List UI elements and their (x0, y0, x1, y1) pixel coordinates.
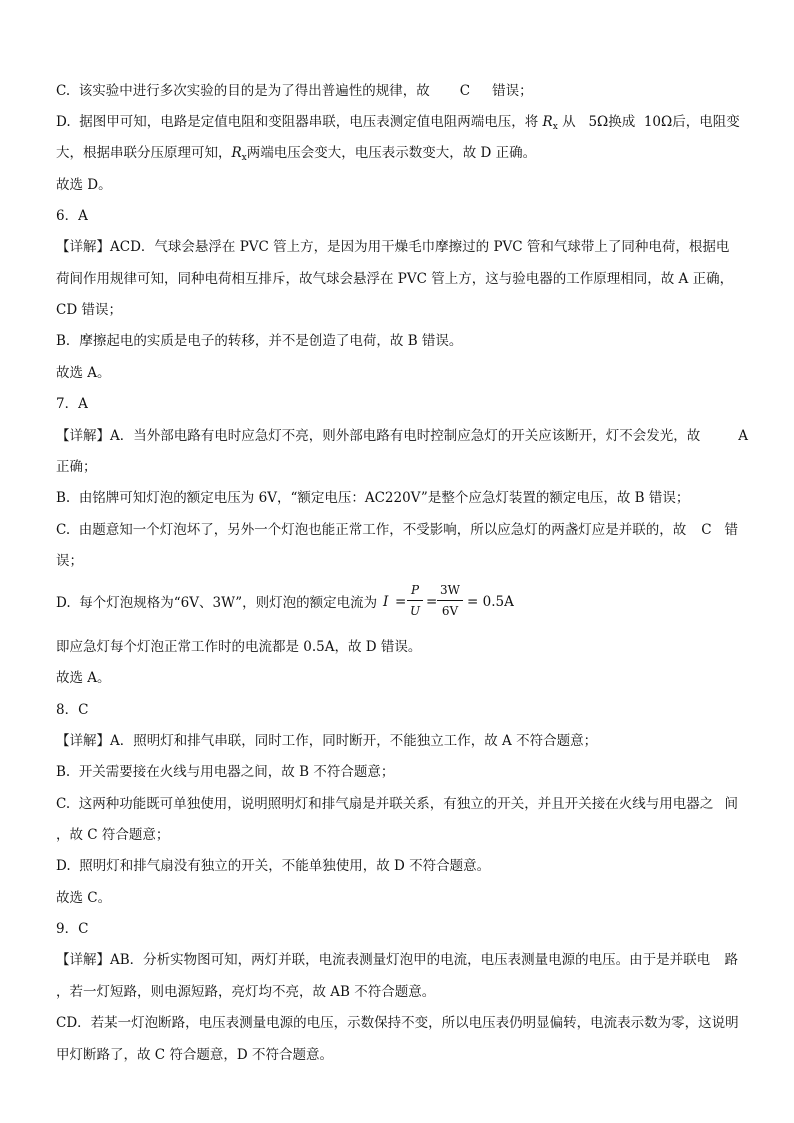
q6-answer: 故选 A。 (56, 365, 111, 381)
q7-option-b: B. 由铭牌可知灯泡的额定电压为 6V，“额定电压：AC220V”是整个应急灯装置的额定电压，故 B 错误； (56, 490, 690, 506)
q7-option-c-line-1: C. 由题意知一个灯泡坏了，另外一个灯泡也能正常工作，不受影响，所以应急灯的两盏灯应是并联的，故 C 错 (56, 522, 738, 538)
q8-answer: 故选 C。 (56, 890, 112, 906)
q6-explain-line-1: 【详解】ACD．气球会悬浮在 PVC 管上方，是因为用干燥毛巾摩擦过的 PVC 管和气球带上了同种电荷，根据电 (56, 239, 730, 255)
q6-option-b: B．摩擦起电的实质是电子的转移，并不是创造了电荷，故 B 错误。 (56, 333, 463, 349)
formula-result: = 0.5A (467, 594, 514, 610)
q8-option-c-line-1: C. 这两种功能既可单独使用，说明照明灯和排气扇是并联关系，有独立的开关，并且开关接在火线与用电器之 间 (56, 796, 738, 812)
q9-explain-line-1: 【详解】AB．分析实物图可知，两灯并联，电流表测量灯泡甲的电流，电压表测量电源的电压。由于是并联电 路 (56, 952, 738, 968)
q9-option-cd-line-2: 甲灯断路了，故 C 符合题意，D 不符合题意。 (56, 1047, 334, 1063)
q8-option-b: B. 开关需要接在火线与用电器之间，故 B 不符合题意； (56, 764, 395, 780)
q5-option-c-line: C. 该实验中进行多次实验的目的是为了得出普遍性的规律，故 C 错误； (56, 83, 533, 99)
q5-option-d-line-1: D. 据图甲可知，电路是定值电阻和变阻器串联，电压表测定值电阻两端电压，将 $R_x$ 从 5Ω换成 10Ω后，电阻变 (56, 114, 740, 132)
q7-explain-line-2: 正确； (56, 459, 97, 475)
q6-explain-line-3: CD 错误； (56, 302, 122, 318)
q7-explain-line-1: 【详解】A．当外部电路有电时应急灯不亮，则外部电路有电时控制应急灯的开关应该断开，灯不会发光，故 A (56, 428, 748, 444)
q7-answer: 故选 A。 (56, 670, 111, 686)
q8-heading: 8．C (56, 702, 89, 718)
q5-option-d-line-2: 大，根据串联分压原理可知，$R_x$两端电压会变大，电压表示数变大，故 D 正确。 (56, 145, 537, 163)
q8-option-d: D. 照明灯和排气扇没有独立的开关，不能单独使用，故 D 不符合题意。 (56, 858, 491, 874)
q7-option-c-line-2: 误； (56, 553, 83, 569)
q5-answer: 故选 D。 (56, 177, 112, 193)
q7-heading: 7．A (56, 396, 88, 412)
formula-fraction-power-voltage: P U (407, 582, 423, 619)
formula-fraction-values: 3W 6V (437, 582, 463, 619)
current-formula: I = P U = 3W 6V = 0.5A (383, 583, 514, 618)
q9-explain-line-2: ，若一灯短路，则电源短路，亮灯均不亮，故 AB 不符合题意。 (56, 984, 436, 1000)
formula-current-symbol: I (383, 594, 389, 610)
q9-option-cd-line-1: CD．若某一灯泡断路，电压表测量电源的电压，示数保持不变，所以电压表仍明显偏转，电流表示数为零，这 说明 (56, 1015, 739, 1031)
q7-option-d-line: D. 每个灯泡规格为“6V、3W”，则灯泡的额定电流为 (56, 595, 378, 611)
q6-explain-line-2: 荷间作用规律可知，同种电荷相互排斥，故气球会悬浮在 PVC 管上方，这与验电器的工作原理相同，故 A 正确， (56, 271, 734, 287)
q9-heading: 9．C (56, 921, 89, 937)
q7-conclusion: 即应急灯每个灯泡正常工作时的电流都是 0.5A，故 D 错误。 (56, 639, 422, 655)
q6-heading: 6．A (56, 208, 88, 224)
q8-explain-line-1: 【详解】A．照明灯和排气串联，同时工作，同时断开，不能独立工作，故 A 不符合题意； (56, 733, 598, 749)
q8-option-c-line-2: ，故 C 符合题意； (56, 827, 170, 843)
formula-equals: = (395, 594, 407, 610)
